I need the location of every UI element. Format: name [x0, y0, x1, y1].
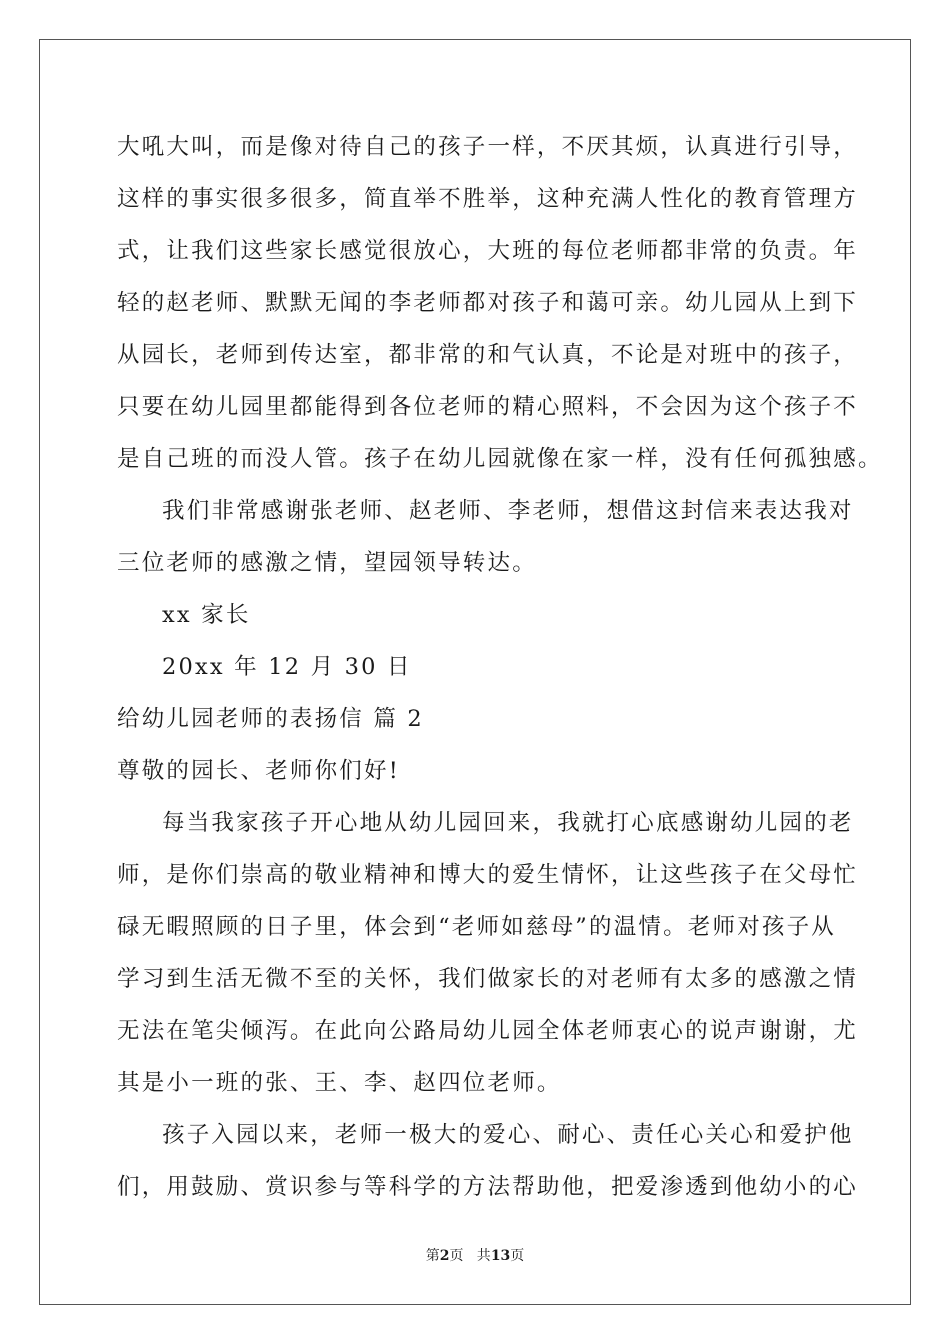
letter-date: 20xx 年 12 月 30 日 — [162, 654, 412, 680]
footer-middle: 页 共 — [449, 1248, 491, 1264]
text-line: 从园长，老师到传达室，都非常的和气认真，不论是对班中的孩子， — [117, 342, 859, 368]
text-line: 三位老师的感激之情，望园领导转达。 — [117, 550, 537, 576]
footer-suffix: 页 — [510, 1248, 525, 1264]
text-line: 式，让我们这些家长感觉很放心，大班的每位老师都非常的负责。年 — [117, 238, 859, 264]
text-line: 大吼大叫，而是像对待自己的孩子一样，不厌其烦，认真进行引导， — [117, 134, 859, 160]
text-line: 轻的赵老师、默默无闻的李老师都对孩子和蔼可亲。幼儿园从上到下 — [117, 290, 859, 316]
text-line: 碌无暇照顾的日子里，体会到“老师如慈母”的温情。老师对孩子从 — [117, 914, 837, 940]
text-line: 孩子入园以来，老师一极大的爱心、耐心、责任心关心和爱护他 — [162, 1122, 854, 1148]
footer-prefix: 第 — [425, 1248, 440, 1264]
text-line: 们，用鼓励、赏识参与等科学的方法帮助他，把爱渗透到他幼小的心 — [117, 1174, 859, 1200]
text-line: 每当我家孩子开心地从幼儿园回来，我就打心底感谢幼儿园的老 — [162, 810, 854, 836]
signature: xx 家长 — [162, 602, 251, 628]
section-title: 给幼儿园老师的表扬信 篇 2 — [117, 706, 424, 732]
text-line: 这样的事实很多很多，简直举不胜举，这种充满人性化的教育管理方 — [117, 186, 859, 212]
current-page-number: 2 — [439, 1248, 450, 1264]
total-page-count: 13 — [490, 1248, 511, 1264]
text-line: 师，是你们崇高的敬业精神和博大的爱生情怀，让这些孩子在父母忙 — [117, 862, 859, 888]
page-footer — [0, 1247, 950, 1265]
text-line: 是自己班的而没人管。孩子在幼儿园就像在家一样，没有任何孤独感。 — [117, 446, 883, 472]
text-line: 无法在笔尖倾泻。在此向公路局幼儿园全体老师衷心的说声谢谢，尤 — [117, 1018, 859, 1044]
text-line: 我们非常感谢张老师、赵老师、李老师，想借这封信来表达我对 — [162, 498, 854, 524]
salutation: 尊敬的园长、老师你们好! — [117, 758, 400, 784]
text-line: 只要在幼儿园里都能得到各位老师的精心照料，不会因为这个孩子不 — [117, 394, 859, 420]
text-line: 其是小一班的张、王、李、赵四位老师。 — [117, 1070, 562, 1096]
text-line: 学习到生活无微不至的关怀，我们做家长的对老师有太多的感激之情 — [117, 966, 859, 992]
